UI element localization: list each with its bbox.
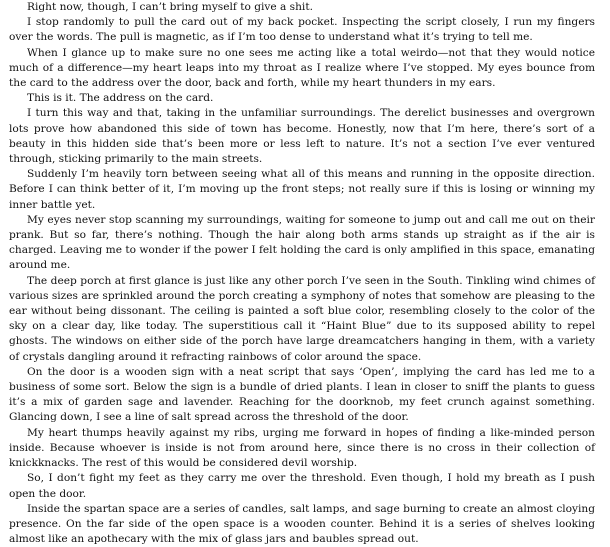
paragraph-2: I stop randomly to pull the card out of my back pocket. Inspecting the script closely, I run my fingers over the words. The pull is magnetic, as if I’m too dense to understand what it’s trying to tell me.: [9, 16, 595, 44]
paragraph-12: Inside the spartan space are a series of candles, salt lamps, and sage burning to create an almost cloying presence. On the far side of the open space is a wooden counter. Behind it is a series of shelves looking almost like an apothecary with the mix of glass jars and baubles spread out.: [9, 502, 595, 546]
paragraph-11: So, I don’t fight my feet as they carry me over the threshold. Even though, I hold my breath as I push open the door.: [9, 472, 595, 500]
paragraph-4: This is it. The address on the card.: [27, 92, 214, 105]
paragraph-3: When I glance up to make sure no one sees me acting like a total weirdo—not that they would notice much of a difference—my heart leaps into my throat as I realize where I’ve stopped. My eyes bounce from the card to the address over the door, back and forth, while my heart thunders in my ears.: [9, 46, 595, 90]
paragraph-10: My heart thumps heavily against my ribs, urging me forward in hopes of finding a like-minded person inside. Because whoever is inside is not from around here, since there is no cross in their collection of knickknacks. The rest of this would be considered devil worship.: [9, 426, 595, 470]
paragraph-8: The deep porch at first glance is just like any other porch I’ve seen in the South. Tinkling wind chimes of various sizes are sprinkled around the porch creating a symphony of notes that somehow are pleasing to the ear without being dissonant. The ceiling is painted a soft blue color, resembling closely to the color of the sky on a clear day, like today. The superstitious call it “Haint Blue” due to its supposed ability to repel ghosts. The windows on either side of the porch have large dreamcatchers hanging in them, with a variety of crystals dangling around it refracting rainbows of color around the space.: [9, 274, 595, 363]
document-page: [9, 0, 595, 547]
paragraph-7: My eyes never stop scanning my surroundings, waiting for someone to jump out and call me out on their prank. But so far, there’s nothing. Though the hair along both arms stands up straight as if the air is charged. Leaving me to wonder if the power I felt holding the card is only amplified in this space, emanating around me.: [9, 213, 595, 272]
paragraph-9: On the door is a wooden sign with a neat script that says ‘Open’, implying the card has led me to a business of some sort. Below the sign is a bundle of dried plants. I lean in closer to sniff the plants to guess it’s a mix of garden sage and lavender. Reaching for the doorknob, my feet crunch against something. Glancing down, I see a line of salt spread across the threshold of the door.: [9, 365, 595, 424]
paragraph-6: Suddenly I’m heavily torn between seeing what all of this means and running in the opposite direction. Before I can think better of it, I’m moving up the front steps; not really sure if this is losing or winning my inner battle yet.: [9, 168, 595, 211]
paragraph-1: Right now, though, I can’t bring myself to give a shit.: [27, 1, 313, 13]
paragraph-5: I turn this way and that, taking in the unfamiliar surroundings. The derelict businesses and overgrown lots prove how abandoned this side of town has become. Honestly, now that I’m here, there’s sort of a beauty in this hidden side that’s been more or less left to nature. It’s not a section I’ve ever ventured through, sticking primarily to the main streets.: [9, 107, 595, 166]
